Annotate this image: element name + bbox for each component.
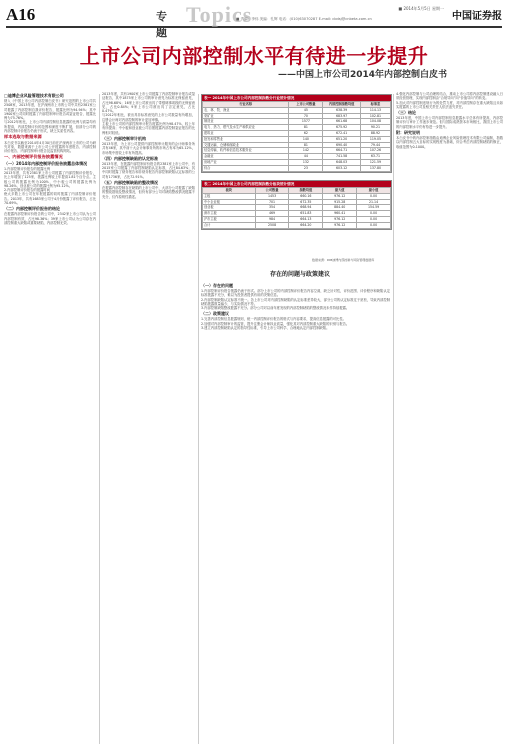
sub-heading: （一）2014年内部控制评价报告披露总体情况 [4, 160, 88, 166]
table-cell: 90.21 [360, 125, 390, 131]
table-cell: 664.71 [323, 148, 361, 154]
paragraph: 本白皮书以截至2014年4月30日前在沪深两市上市的公司为研究对象，数据来源于上市公司公开披露的年度报告、内部控制评价报告、内部控制审计报告及监管机构网站。 [4, 140, 96, 154]
table-cell: 金融业 [203, 154, 289, 160]
table-cell: 741.58 [323, 154, 361, 160]
table-row [203, 222, 391, 228]
table-cell: 电力、热力、燃气及水生产和供应业 [203, 125, 289, 131]
paragraph: 绝大多数上市公司在年报披露的同时披露了内部控制评价报告。2013年，共有1683家公司于4月份披露了评价报告，占比70.69%。 [4, 192, 96, 206]
table-cell: 651.20 [323, 136, 361, 142]
sub-heading: （三）结论 [396, 110, 416, 116]
table-cell: 915.28 [323, 199, 357, 205]
editor-line: ■ 责编：李伟 美编：孔辉 电话：(010)63070287 E-mail: cbdsj@cnbeta.com.cn [236, 17, 372, 21]
masthead [6, 2, 502, 39]
date-line: ■ 2014年5月5日 星期一 [398, 6, 444, 11]
paragraph: 2013年度，共有2381家上市公司披露了内部控制评价报告，比上年增加了125家，披露比例较上年提高1.81个百分点。主板公司的披露比例为100%，中小板公司的披露比例为98.26%，创业板公司的披露比例为95.12%。 [4, 170, 96, 188]
data-table-board [201, 180, 392, 230]
byline: □迪博企业风险管理技术有限公司 [4, 93, 64, 98]
table-cell: 121.59 [360, 159, 390, 165]
table-cell: 45 [289, 107, 323, 113]
subhead: ——中国上市公司2014年内部控制白皮书 [278, 70, 448, 80]
page-number: A16 [6, 5, 36, 24]
table-header: 公司数量 [255, 188, 289, 194]
article-column-4 [396, 92, 503, 744]
table-header: 内部控制指数均值 [323, 102, 361, 108]
table-source-note: 数据来源：DIB迪博内部控制与风险管理数据库 [312, 258, 375, 262]
section-title: 存在的问题与政策建议 [270, 271, 331, 278]
paragraph: 1.内部控制评价报告披露仍流于形式。部分上市公司的内部控制评价报告内容空洞，缺乏针对性，评价范围、评价程序和缺陷认定标准披露不充分，难以为投资者提供有用的决策信息。 [201, 289, 390, 298]
paragraph: 2013年度，为上市公司提供内部控制审计服务的会计师事务所共有46家，其中前十大会计师事务所的市场占有率为65.12%，市场集中度较上年有所提高。 [102, 141, 195, 155]
table-cell: 683.97 [323, 113, 361, 119]
paragraph: 4.强化内部控制与公司治理的结合，推动上市公司将内部控制建设融入日常经营管理，实现内部控制由“合规导向”向“价值导向”的转变。 [396, 92, 503, 101]
table-cell: 23 [289, 165, 323, 171]
table-cell: 主板 [203, 193, 256, 199]
table [202, 187, 391, 229]
table-header: 标准差 [360, 102, 390, 108]
table-cell: 140 [289, 136, 323, 142]
paragraph: 5.加大对内部控制违规行为的处罚力度，对内部控制存在重大缺陷且未如实披露的上市公司及相关责任人依法追究责任。 [396, 100, 503, 109]
table-cell: 354 [255, 205, 289, 211]
table-title: 表一 2014年中国上市公司内部控制指数分行业统计情况 [202, 95, 391, 101]
paragraph: 1.完善内部控制信息披露规则，统一内部控制评价报告的格式与内容要求，提高信息披露的可比性。 [201, 317, 346, 322]
table-cell: 690.40 [323, 142, 361, 148]
table-cell: 信息传输、软件和信息技术服务业 [203, 148, 289, 154]
paragraph: 纳入《中国上市公司内部控制白皮书》研究范围的上市公司共2508家，2013年度，在沪深两市上市的公司中共有2381家公司披露了内部控制自我评价报告，披露比例为94.94%；其中1900家公司同时披露了内部控制审计报告或鉴证报告，披露比例为75.76%。 [4, 99, 96, 121]
table-cell: 976.12 [323, 216, 357, 222]
table-cell: 672.41 [323, 130, 361, 136]
sub-heading: （三）内部控制审计机构 [102, 135, 146, 141]
table-cell: 661.68 [323, 119, 361, 125]
table-cell: 交通运输、仓储和邮政业 [203, 142, 289, 148]
table-cell: 综合 [203, 165, 289, 171]
table-cell: 0.00 [357, 193, 391, 199]
paragraph: 2.加强对内部控制审计的监管，提升注册会计师执业质量，强化其对内部控制重大缺陷的识别与报告。 [201, 321, 350, 326]
table-cell: 44 [289, 154, 323, 160]
table-cell: 114.13 [360, 107, 390, 113]
table-cell: 672.35 [289, 199, 323, 205]
table-cell: 0.00 [357, 211, 391, 217]
table-cell: 农、林、牧、渔业 [203, 107, 289, 113]
paragraph: 2013年度，在披露内部控制评价报告的2381家上市公司中，有2015家公司披露了内部控制缺陷认定标准，占比84.63%；其中同时披露了财务报告和非财务报告内部控制缺陷认定标准的公司有1736家，占比72.91%。 [102, 161, 195, 179]
table-cell: 104.08 [360, 119, 390, 125]
table-header: 指数均值 [289, 188, 323, 194]
table-cell: 81 [289, 125, 323, 131]
table-cell: 154.59 [357, 205, 391, 211]
table-cell: 107.26 [360, 148, 390, 154]
table-cell: 2508 [255, 222, 289, 228]
paper-name: 中国证券报 [452, 11, 502, 22]
table-cell: 976.12 [323, 222, 357, 228]
table-cell: 深市主板 [203, 211, 256, 217]
paragraph: 与2012年相比，上市公司内部控制信息披露的比例与质量均有所提高，内部控制评价的范围和深度不断扩展，但部分公司的内部控制评价报告仍流于形式，缺乏实质性内容。 [4, 120, 96, 134]
article-column-3 [201, 282, 390, 744]
table-cell: 664.13 [289, 216, 323, 222]
table-cell: 976.12 [323, 193, 357, 199]
section-heading: 样本选取与数据来源 [4, 134, 42, 140]
table-cell: 119.05 [360, 136, 390, 142]
sub-heading: （二）内部控制评价报告的结论 [4, 206, 60, 212]
table-cell: 675.92 [323, 125, 361, 131]
table-cell: 984 [255, 216, 289, 222]
table-cell: 603.12 [323, 165, 361, 171]
table-cell: 63.71 [360, 154, 390, 160]
table-cell: 制造业 [203, 119, 289, 125]
paragraph: 本白皮书中的内部控制指数由迪博企业风险管理技术有限公司编制，指数以内部控制五大目标的实现程度为基础，综合考虑内部控制缺陷的修正，取值范围为0-1000。 [396, 136, 503, 149]
table-cell: 合计 [203, 222, 256, 228]
paragraph: 主板上市公司的内部控制审计报告披露比例为98.47%，较上年有所提高；中小板和创业板公司自愿披露内部控制鉴证报告的比例相对较低。 [102, 122, 195, 135]
paragraph: 在披露内部控制存在缺陷的上市公司中，大部分公司披露了缺陷的整改措施及整改情况，但仍有部分公司对缺陷整改情况披露不充分，仅作原则性描述。 [102, 186, 195, 199]
column-rule [99, 94, 100, 744]
table-cell: 884.40 [323, 205, 357, 211]
table-cell: 88.92 [360, 130, 390, 136]
column-rule [393, 94, 394, 744]
table-cell: 137.80 [360, 165, 390, 171]
table-cell: 采矿业 [203, 113, 289, 119]
paragraph: 2.内部控制评价报告的披露时间 [4, 188, 51, 193]
table-cell: 0.00 [357, 216, 391, 222]
paragraph: 1.内部控制评价报告的披露比例 [4, 166, 51, 171]
table-cell: 664.20 [289, 222, 323, 228]
table-cell: 651.83 [289, 211, 323, 217]
table-header: 最大值 [323, 188, 357, 194]
table-cell: 701 [255, 199, 289, 205]
paragraph: 3.内部控制缺陷整改披露不充分。部分公司对以前年度发现的内部控制缺陷的整改情况未作持续披露。 [201, 306, 350, 311]
section-latin: Topics [186, 2, 253, 27]
table-cell: 批发和零售业 [203, 136, 289, 142]
column-rule [198, 94, 199, 744]
table-cell: 648.03 [323, 159, 361, 165]
table-cell: 房地产业 [203, 159, 289, 165]
table-cell: 960.41 [323, 211, 357, 217]
data-table-industry [201, 94, 392, 173]
paragraph: 2013年度，中国上市公司内部控制信息披露水平总体有所提高，内部控制评价与审计工作逐步规范。但与国际成熟资本市场相比，我国上市公司的内部控制水平仍有待进一步提升。 [396, 116, 503, 129]
sub-heading: （一）存在的问题 [201, 283, 233, 288]
table-cell: 81 [289, 142, 323, 148]
table-header: 上市公司数量 [289, 102, 323, 108]
table-cell: 132 [289, 159, 323, 165]
table-cell: 1577 [289, 119, 323, 125]
table-title: 表二 2014年中国上市公司内部控制指数分板块统计情况 [202, 181, 391, 187]
sub-heading: （五）内部控制缺陷的整改情况 [102, 180, 158, 186]
sub-heading: （四）内部控制缺陷的认定标准 [102, 155, 158, 161]
table-cell: 638.39 [323, 107, 361, 113]
table-header: 板块 [203, 188, 256, 194]
table-cell: 668.94 [289, 205, 323, 211]
table-cell: 102.81 [360, 113, 390, 119]
paragraph: 3.建立内部控制缺陷认定的指导性标准，引导上市公司科学、合理地认定内部控制缺陷。 [201, 326, 330, 331]
table-cell: 79.44 [360, 142, 390, 148]
sub-heading: 附：研究说明 [396, 130, 420, 136]
table-cell: 1453 [255, 193, 289, 199]
table [202, 101, 391, 172]
table-cell: 0.00 [357, 222, 391, 228]
table-cell: 沪市主板 [203, 216, 256, 222]
paragraph: 与2012年相比，被出具非标准意见的上市公司数量有所增加，注册会计师对内部控制的审计更加审慎。 [102, 113, 195, 122]
article-column-2 [102, 92, 195, 744]
table-row [203, 165, 391, 171]
paragraph: 2.内部控制缺陷认定标准不统一。各上市公司对内部控制缺陷的认定标准差异较大，部分公司的认定标准过于宽松，导致内部控制缺陷披露数量偏少，与实际情况不符。 [201, 297, 390, 306]
section-label: 专题 [156, 10, 167, 39]
table-cell: 70 [289, 113, 323, 119]
paragraph: 2013年度，共有1900家上市公司披露了内部控制审计报告或鉴证报告，其中1875家上市公司的审计意见为标准无保留意见，占比98.68%；16家上市公司被出具了带强调事项段的无保留意见，占比0.84%；9家上市公司被出具了否定意见，占比0.47%。 [102, 92, 195, 114]
table-cell: 建筑业 [203, 130, 289, 136]
headline: 上市公司内部控制水平有待进一步提升 [79, 44, 429, 68]
table-cell: 中小企业板 [203, 199, 256, 205]
table-cell: 469 [255, 211, 289, 217]
table-header: 行业名称 [203, 102, 289, 108]
table-cell: 创业板 [203, 205, 256, 211]
table-cell: 660.16 [289, 193, 323, 199]
table-cell: 142 [289, 148, 323, 154]
section-heading: 一、内部控制评价报告披露情况 [4, 154, 63, 160]
paragraph: 在披露内部控制评价报告的公司中，2342家上市公司认为公司内部控制有效，占比98.36%；39家上市公司认为公司存在内部控制重大缺陷或重要缺陷，内部控制无效。 [4, 212, 96, 225]
sub-heading: （二）政策建议 [201, 311, 229, 317]
article-column-1 [4, 92, 96, 744]
table-header: 最小值 [357, 188, 391, 194]
table-cell: 21.14 [357, 199, 391, 205]
table-cell: 62 [289, 130, 323, 136]
